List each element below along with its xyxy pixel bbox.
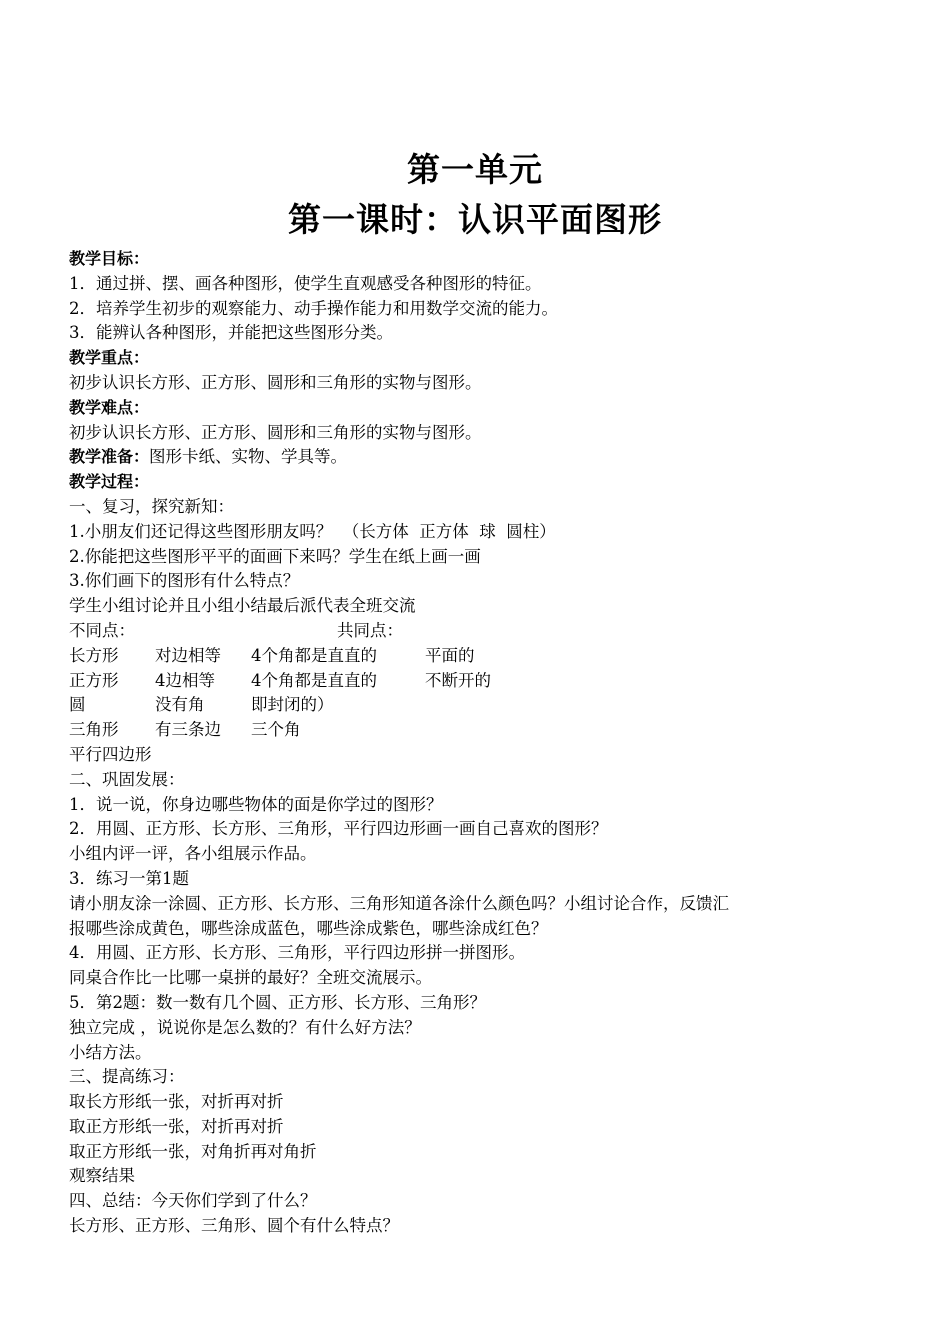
objectives-heading: 教学目标： [69, 249, 150, 268]
section2-line: 小结方法。 [69, 1042, 152, 1062]
difference-label: 不同点： [69, 620, 135, 640]
section1-line: 2.你能把这些图形平平的面画下来吗？学生在纸上画一画 [69, 546, 481, 566]
shape-edges: 有三条边 [155, 720, 221, 740]
shape-angles: 4个角都是直直的 [251, 645, 377, 665]
shape-angles: 即封闭的） [251, 695, 334, 715]
section2-line: 3．练习一第1题 [69, 868, 189, 888]
shape-common: 平面的 [425, 645, 475, 665]
unit-title: 第一单元 [407, 150, 543, 189]
section4-title: 四、总结：今天你们学到了什么？ [69, 1191, 317, 1211]
section2-title: 二、巩固发展： [69, 769, 185, 789]
section2-line: 1．说一说，你身边哪些物体的面是你学过的图形？ [69, 794, 443, 814]
section3-title: 三、提高练习： [69, 1067, 185, 1087]
shape-angles: 4个角都是直直的 [251, 670, 377, 690]
shape-name: 三角形 [69, 720, 119, 740]
common-label: 共同点： [337, 620, 403, 640]
section2-line: 报哪些涂成黄色，哪些涂成蓝色，哪些涂成紫色，哪些涂成红色？ [69, 918, 548, 938]
section1-line: 1.小朋友们还记得这些图形朋友吗？ （长方体 正方体 球 圆柱） [69, 521, 556, 541]
section1-line: 学生小组讨论并且小组小结最后派代表全班交流 [69, 596, 416, 616]
lesson-title: 第一课时：认识平面图形 [288, 200, 662, 239]
section3-line: 取正方形纸一张，对角折再对角折 [69, 1141, 317, 1161]
comparison-row [69, 644, 829, 669]
section3-line: 取长方形纸一张，对折再对折 [69, 1092, 284, 1112]
shape-name: 圆 [69, 695, 86, 715]
section2-line: 独立完成 ，说说你是怎么数的？有什么好方法？ [69, 1017, 421, 1037]
preparation-text: 图形卡纸、实物、学具等。 [149, 447, 348, 467]
process-heading: 教学过程： [69, 472, 150, 492]
shape-name: 平行四边形 [69, 744, 152, 764]
shape-name: 长方形 [69, 645, 119, 665]
section2-line: 小组内评一评，各小组展示作品。 [69, 844, 317, 864]
section4-line: 长方形、正方形、三角形、圆个有什么特点？ [69, 1216, 399, 1236]
comparison-labels [69, 619, 829, 644]
section2-line: 4．用圆、正方形、长方形、三角形，平行四边形拼一拼图形。 [69, 943, 525, 963]
shape-edges: 4边相等 [155, 670, 215, 690]
shape-edges: 对边相等 [155, 645, 221, 665]
section2-line: 5．第2题：数一数有几个圆、正方形、长方形、三角形？ [69, 992, 486, 1012]
comparison-row [69, 693, 829, 718]
shape-common: 不断开的 [425, 670, 491, 690]
section3-line: 观察结果 [69, 1166, 135, 1186]
preparation-line [69, 445, 829, 470]
section2-line: 请小朋友涂一涂圆、正方形、长方形、三角形知道各涂什么颜色吗？小组讨论合作，反馈汇 [69, 893, 729, 913]
shape-edges: 没有角 [155, 695, 205, 715]
document-body [69, 247, 829, 1239]
section1-line: 3.你们画下的图形有什么特点？ [69, 571, 300, 591]
key-points-heading: 教学重点： [69, 348, 150, 368]
key-points-text: 初步认识长方形、正方形、圆形和三角形的实物与图形。 [69, 372, 482, 392]
preparation-heading: 教学准备： [69, 447, 150, 467]
shape-name: 正方形 [69, 670, 119, 690]
section3-line: 取正方形纸一张，对折再对折 [69, 1116, 284, 1136]
difficulties-text: 初步认识长方形、正方形、圆形和三角形的实物与图形。 [69, 422, 482, 442]
section2-line: 2．用圆、正方形、长方形、三角形，平行四边形画一画自己喜欢的图形？ [69, 819, 608, 839]
section2-line: 同桌合作比一比哪一桌拼的最好？全班交流展示。 [69, 968, 432, 988]
section1-title: 一、复习，探究新知： [69, 496, 234, 516]
comparison-row [69, 718, 829, 743]
objective-item: 1．通过拼、摆、画各种图形，使学生直观感受各种图形的特征。 [69, 273, 542, 293]
objective-item: 2．培养学生初步的观察能力、动手操作能力和用数学交流的能力。 [69, 298, 558, 318]
objective-item: 3．能辨认各种图形，并能把这些图形分类。 [69, 323, 393, 343]
difficulties-heading: 教学难点： [69, 397, 150, 417]
comparison-row [69, 669, 829, 694]
shape-angles: 三个角 [251, 720, 301, 740]
